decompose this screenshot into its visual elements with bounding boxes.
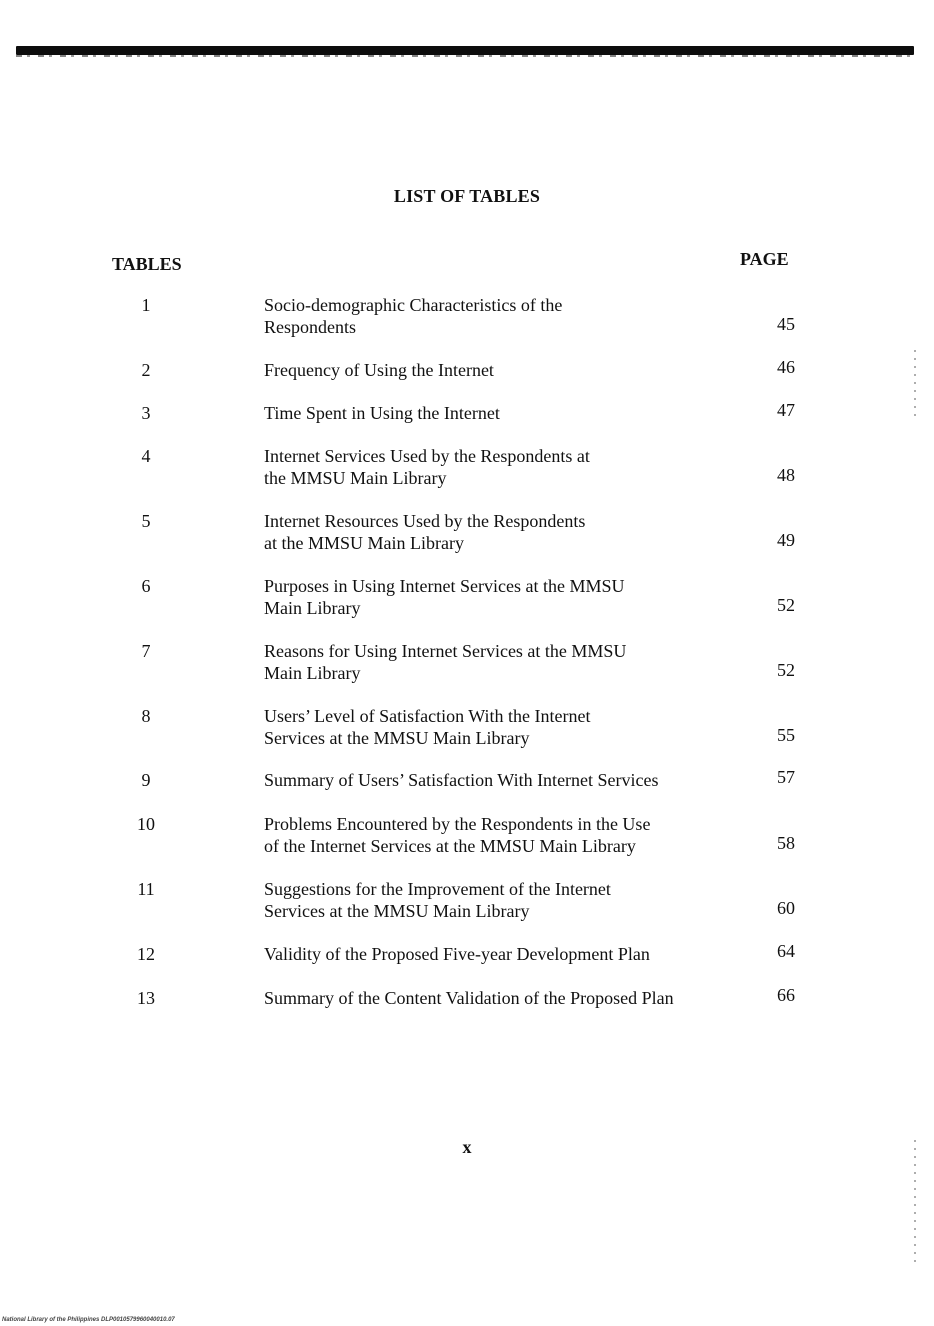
table-title-line: Time Spent in Using the Internet: [264, 403, 500, 423]
table-title: [264, 359, 734, 381]
table-page-number: 58: [777, 833, 795, 853]
table-number: 3: [141, 403, 151, 423]
table-title-line: Socio-demographic Characteristics of the: [264, 295, 563, 315]
page-number: x: [462, 1137, 472, 1157]
table-page-number: 64: [777, 941, 795, 961]
table-number: 8: [141, 706, 151, 726]
table-title-line: Reasons for Using Internet Services at the MMSU: [264, 641, 627, 661]
scan-top-border: [16, 46, 914, 55]
table-title: [264, 878, 734, 922]
table-number: 12: [137, 944, 155, 964]
table-title-line: Users’ Level of Satisfaction With the Internet: [264, 706, 591, 726]
table-number: 5: [141, 511, 151, 531]
table-title-line: Main Library: [264, 598, 361, 618]
table-page-number: 48: [777, 465, 795, 485]
table-title-line: Suggestions for the Improvement of the Internet: [264, 879, 611, 899]
scan-edge-marks: [914, 1140, 916, 1265]
table-title-line: at the MMSU Main Library: [264, 533, 464, 553]
scan-edge-marks: [914, 350, 916, 420]
table-title-line: Summary of the Content Validation of the Proposed Plan: [264, 988, 674, 1008]
table-title: [264, 987, 734, 1009]
table-number: 11: [137, 879, 155, 899]
table-title-line: Purposes in Using Internet Services at the MMSU: [264, 576, 625, 596]
table-title-line: Services at the MMSU Main Library: [264, 728, 530, 748]
table-page-number: 47: [777, 400, 795, 420]
table-title: [264, 640, 734, 684]
scan-footer-text: National Library of the Philippines DLP0010579960040010.07: [2, 1317, 175, 1323]
table-title: [264, 445, 734, 489]
table-title: [264, 813, 734, 857]
table-title-line: Frequency of Using the Internet: [264, 360, 494, 380]
table-title-line: the MMSU Main Library: [264, 468, 447, 488]
page-column-header: PAGE: [740, 249, 789, 269]
table-page-number: 66: [777, 985, 795, 1005]
table-title-line: Respondents: [264, 317, 356, 337]
table-title-line: of the Internet Services at the MMSU Main Library: [264, 836, 636, 856]
table-title: [264, 769, 734, 791]
table-title: [264, 402, 734, 424]
table-title: [264, 294, 734, 338]
table-title-line: Validity of the Proposed Five-year Development Plan: [264, 944, 650, 964]
table-page-number: 60: [777, 898, 795, 918]
table-title-line: Summary of Users’ Satisfaction With Internet Services: [264, 770, 659, 790]
table-page-number: 45: [777, 314, 795, 334]
table-page-number: 55: [777, 725, 795, 745]
table-page-number: 46: [777, 357, 795, 377]
table-title-line: Internet Services Used by the Respondents at: [264, 446, 590, 466]
table-number: 6: [141, 576, 151, 596]
table-title-line: Internet Resources Used by the Respondents: [264, 511, 586, 531]
table-number: 9: [141, 770, 151, 790]
table-page-number: 57: [777, 767, 795, 787]
table-number: 4: [141, 446, 151, 466]
table-number: 2: [141, 360, 151, 380]
table-number: 1: [141, 295, 151, 315]
table-number: 7: [141, 641, 151, 661]
tables-column-header: TABLES: [112, 254, 182, 274]
table-title-line: Problems Encountered by the Respondents in the Use: [264, 814, 651, 834]
table-title: [264, 510, 734, 554]
table-number: 10: [137, 814, 155, 834]
table-title: [264, 705, 734, 749]
table-title-line: Services at the MMSU Main Library: [264, 901, 530, 921]
table-title: [264, 943, 734, 965]
page-title: LIST OF TABLES: [393, 186, 541, 206]
table-page-number: 52: [777, 660, 795, 680]
table-page-number: 49: [777, 530, 795, 550]
table-title-line: Main Library: [264, 663, 361, 683]
table-number: 13: [137, 988, 155, 1008]
table-page-number: 52: [777, 595, 795, 615]
table-title: [264, 575, 734, 619]
